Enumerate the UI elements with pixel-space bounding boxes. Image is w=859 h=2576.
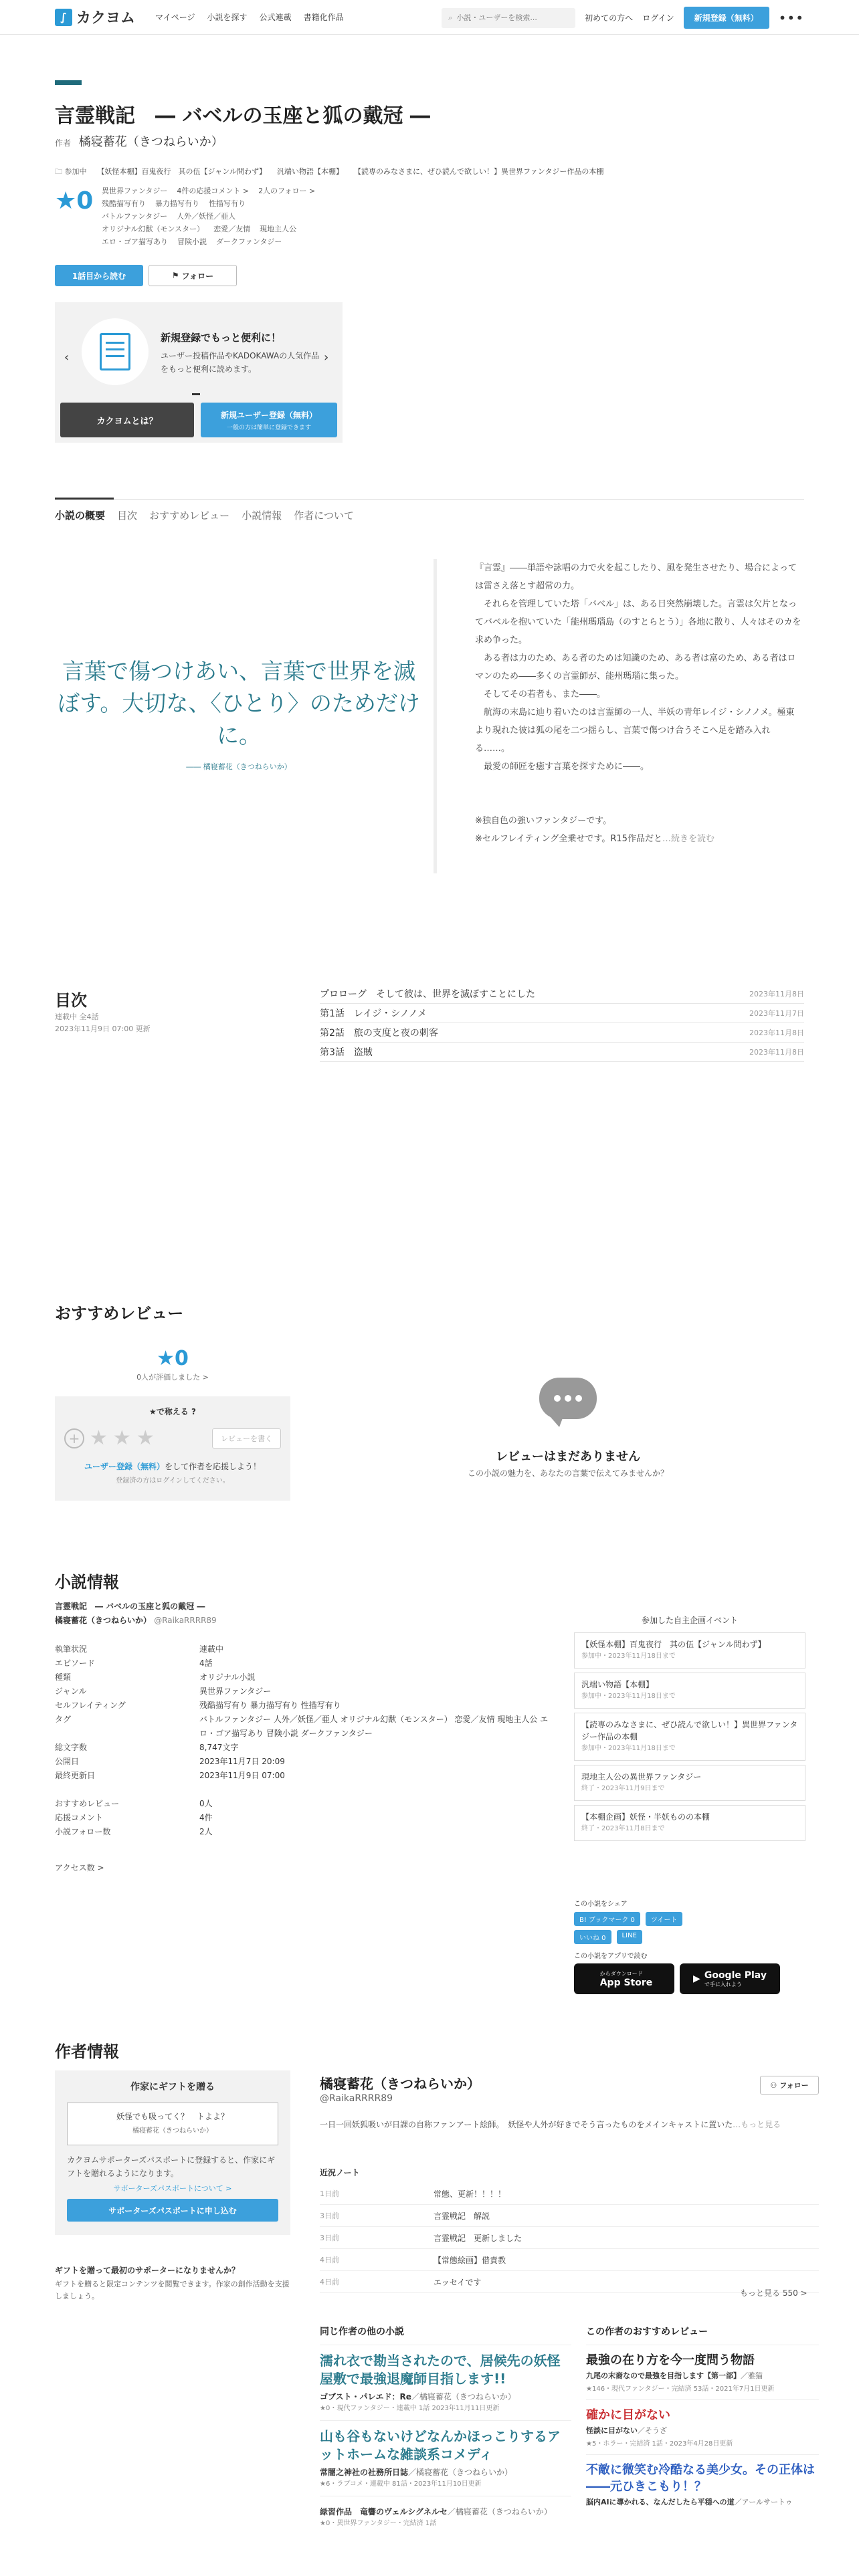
work-title[interactable]: 言霊戦記 ― バベルの玉座と狐の戴冠 ― [55,104,430,128]
recommended-reviews-heading: この作者のおすすめレビュー [586,2327,708,2337]
tab-novel-info[interactable]: 小説情報 [242,510,282,522]
tag-list [102,197,383,210]
episode-item[interactable]: 第2話 旅の支度と夜の刺客 2023年11月8日 [320,1023,804,1043]
info-table [55,1642,563,1839]
info-row: 公開日 2023年11月7日 20:09 [55,1757,285,1766]
first-time-link[interactable]: 初めての方へ [585,13,634,23]
info-row: セルフレイティング 残酷描写有り 暴力描写有り 性描写有り [55,1701,341,1710]
speech-bubble-icon [539,1378,597,1419]
login-cta[interactable]: 登録済の方はログインしてください。 [116,1477,229,1485]
info-row: タグ バトルファンタジー 人外／妖怪／亜人 オリジナル幻獣（モンスター） 恋愛／友情 現地主人公 エロ・ゴア描写あり 冒険小説 ダークファンタジー [55,1715,549,1738]
intro-paragraph: ※独自色の強いファンタジーです。 [475,816,612,826]
share-buttons [574,1930,682,1944]
intro-paragraph: 『言霊』――単語や詠唱の力で火を起こしたり、風を発生させたり、場合によっては雷さえ落とす超常の力。 [475,563,797,591]
recommended-review-item[interactable]: 確かに目がない 怪談に目がない／そうざ ★5・ホラー・完結済 1話・2023年4月28日更新 [586,2399,819,2454]
carousel-indicator[interactable] [192,393,200,395]
toc-status: 連載中 全4話 2023年11月9日 07:00 更新 [55,1012,151,1033]
login-link[interactable]: ログイン [642,13,674,23]
comments-link[interactable]: 4件の応援コメント > [177,187,250,195]
site-header [0,0,859,35]
info-author[interactable]: 橘寝蓄花（きつねらいか） @RaikaRRRR89 [55,1616,217,1625]
write-review-button[interactable]: レビューを書く [212,1428,281,1448]
info-row: 総文字数 8,747文字 [55,1743,239,1752]
recommended-review-item[interactable]: 最強の在り方を今一度問う物語 九尾の末裔なので最強を目指します【第一部】／雅猫 ★146・現代ファンタジー・完結済 53話・2021年7月1日更新 [586,2345,819,2399]
toc-heading: 目次 [55,991,87,1010]
user-plus-icon: ⚇ [770,2080,777,2090]
share-section [574,1898,682,1944]
note-item[interactable]: 1日前 常態、更新！！！！ [320,2183,819,2205]
event-link-1[interactable]: 【妖怪本棚】百鬼夜行 其の伍【ジャンル問わず】 [97,167,267,176]
followers-link[interactable]: 2人のフォロー > [258,187,316,195]
intro-paragraph: 最愛の師匠を癒す言葉を探すために――。 [475,762,650,772]
like-button[interactable]: いいね 0 [574,1930,611,1944]
title-accent [55,80,82,85]
review-star-count: ★0 [157,1347,189,1370]
logo-text: カクヨム [76,10,136,27]
info-row-spacer [55,1783,563,1797]
promo-prev-icon[interactable]: ‹ [64,350,70,364]
header-right [442,7,804,29]
joined-events-title: 参加した自主企画イベント [641,1616,738,1625]
event-card[interactable]: 【妖怪本棚】百鬼夜行 其の伍【ジャンル問わず】 参加中・2023年11月18日まで [574,1632,805,1669]
gift-message-box: 妖怪でも吸ってく？ トよよ？ 橘寝蓄花（きつねらいか） [67,2103,278,2145]
tag[interactable]: 恋愛／友情 [213,225,251,233]
catchphrase-author: ―― 橘寝蓄花（きつねらいか） [186,762,292,771]
read-more-link[interactable]: …続きを読む [662,834,714,844]
event-link-3[interactable]: 【読専のみなさまに、ぜひ読んで欲しい！】異世界ファンタジー作品の本棚 [354,167,604,176]
reviews-heading: おすすめレビュー [55,1304,184,1323]
more-menu-icon[interactable]: ••• [778,9,804,26]
register-button[interactable]: 新規登録（無料） [684,7,769,29]
joined-events [574,1614,805,1845]
episode-item[interactable]: 第3話 盗賊 2023年11月8日 [320,1043,804,1062]
intro-paragraph [475,776,803,812]
intro-paragraph: それらを管理していた塔「バベル」は、ある日突然崩壊した。言霊は欠片となってバベルを抱いていた「能州瑪瑙島（のすとらとう）」各地に散り、人々はそのカを求め争った。 [475,599,801,645]
tag[interactable]: オリジナル幻獣（モンスター） [102,225,205,233]
tag[interactable]: 残酷描写有り [102,199,146,208]
hatena-bookmark-button[interactable]: B! ブックマーク 0 [574,1912,640,1926]
intro-paragraph: ※セルフレイティング全乗せです。R15作品だと…続きを読む [475,834,714,844]
promo-register-label: 新規ユーザー登録（無料） [220,410,317,420]
intro-paragraph: 航海の末島に辿り着いたのは言霊師の一人、半妖の青年レイジ・シノノメ。極東より現れた彼は狐の尾を二つ揺らし、言葉で傷つけ合うそこへ足を踏み入れる……。 [475,708,795,754]
event-card[interactable]: 【本棚企画】妖怪・半妖ものの本棚 終了・2023年11月8日まで [574,1805,805,1841]
notes-heading: 近況ノート [320,2168,360,2177]
search-input[interactable] [456,13,563,22]
info-work-title[interactable]: 言霊戦記 ― バベルの玉座と狐の戴冠 ― [55,1602,205,1611]
share-buttons [574,1912,682,1926]
read-first-episode-button[interactable]: 1話目から読む [55,265,143,286]
app-store-button[interactable]: からダウンロード App Store [574,1963,674,1994]
other-work-item[interactable]: 山も谷もないけどなんかほっこりするアットホームな雑談系コメディ 常闇之神社の社務所日誌／橘寝蓄花（きつねらいか） ★6・ラブコメ・連載中 81話・2023年11月10日更新 [320,2420,571,2496]
bookmark-icon: ⚑ [171,271,179,280]
info-row: ジャンル 異世界ファンタジー [55,1687,272,1696]
info-work-header [55,1600,217,1628]
register-cta-link[interactable]: ユーザー登録（無料） [84,1462,165,1471]
work-star-count[interactable]: ★0 [55,187,94,215]
author-link[interactable]: 橘寝蓄花（きつねらいか） [78,135,223,149]
author-prefix: 作者 [55,138,72,148]
tag[interactable]: 人外／妖怪／亜人 [177,212,236,221]
info-row: おすすめレビュー 0人 [55,1799,213,1808]
recommended-review-item[interactable]: 不敵に微笑む冷酷なる美少女。その正体は――元ひきこもり！？ 脳内AIに導かれる、なんだしたら平穏への道／アールサートゥ [586,2454,819,2514]
share-title: この小説をシェア [574,1901,628,1908]
work-meta [102,185,383,248]
info-row: エピソード 4話 [55,1658,213,1668]
line-button[interactable]: LINE [617,1930,642,1944]
about-kakuyomu-button[interactable]: カクヨムとは？ [60,403,194,437]
logo-mark-icon: ∫ [55,9,72,26]
other-work-item[interactable]: 緑習作品 竜響のヴェルシグネルセ／橘寝蓄花（きつねらいか） ★0・異世界ファンタジー・完結済 1話 [320,2496,571,2535]
nav-books[interactable]: 書籍化作品 [303,13,344,22]
review-summary [55,1343,290,1501]
event-card[interactable]: 汎端い物語【本棚】 参加中・2023年11月18日まで [574,1673,805,1709]
tab-toc[interactable]: 目次 [117,510,138,522]
star-icon[interactable]: ★ [136,1426,155,1450]
nav-search-novels[interactable]: 小説を探す [207,13,248,22]
google-play-button[interactable]: ▶ Google Play で手に入れよう [680,1963,780,1994]
tag-list [102,223,383,235]
tag-list [102,235,383,248]
tag[interactable]: 現地主人公 [260,225,297,233]
promo-title: 新規登録でもっと便利に！ [161,332,282,344]
global-nav [155,11,344,23]
work-tabs [55,508,354,522]
info-row: 最終更新日 2023年11月9日 07:00 [55,1771,285,1780]
star-icon[interactable]: ★ [90,1426,108,1450]
other-works-list [320,2345,571,2535]
search-box[interactable] [442,8,575,28]
follow-work-button[interactable] [149,265,237,286]
site-logo[interactable] [55,7,135,27]
no-reviews-title: レビューはまだありません [496,1450,640,1464]
promo-next-icon[interactable]: › [324,350,329,364]
other-work-item[interactable]: 濡れ衣で勘当されたので、居候先の妖怪屋敷で最強退魔師目指します!! ゴブスト・パレエド：Re／橘寝蓄花（きつねらいか） ★0・現代ファンタジー・連載中 1話 2023年11月11日更新 [320,2345,571,2420]
gift-panel [55,2070,290,2235]
promo-register-sub: 一般の方は簡単に登録できます [226,424,311,431]
events-label: 🗀 参加中 [55,167,87,176]
tag[interactable]: 暴力描写有り [155,199,199,208]
signup-promo [55,302,343,443]
help-icon[interactable]: ? [191,1407,196,1416]
no-reviews-subtitle: この小説の魅力を、あなたの言葉で伝えてみませんか？ [467,1469,668,1478]
tag[interactable]: ダークファンタジー [216,237,282,246]
tag[interactable]: バトルファンタジー [102,212,168,221]
event-card[interactable]: 現地主人公の異世界ファンタジー 終了・2023年11月9日まで [574,1765,805,1801]
episode-item[interactable]: プロローグ そして彼は、世界を滅ぼすことにした 2023年11月8日 [320,984,804,1004]
play-icon: ▶ [693,1973,700,1984]
nav-official[interactable]: 公式連載 [259,13,292,22]
promo-register-button[interactable] [201,403,337,437]
gift-faq: ギフトを贈って最初のサポーターになりませんか？ ギフトを贈ると限定コンテンツを閲覧できます。作家の創作活動を支援しましょう。 [55,2266,290,2300]
work-author [55,132,223,150]
info-row: 執筆状況 連載中 [55,1644,224,1654]
tag[interactable]: 冒険小説 [177,237,207,246]
tag[interactable]: 性描写有り [209,199,246,208]
follow-label: フォロー [181,271,214,281]
intro-paragraph: ある者は力のため、ある者のためは知識のため、ある者は富のため、ある者はロマンのため――多くの言霊師が、能州瑪瑙に集った。 [475,653,796,681]
notes-list [320,2183,819,2293]
author-intro: 一日一回妖狐吸いが日課の自称ファンアート絵師。 妖怪や人外が好きでそう言ったものをメインキャストに置いた…もっと見る [320,2120,781,2129]
document-illustration-icon [82,318,149,385]
star-icon[interactable]: ★ [112,1426,131,1450]
introduction [475,559,803,848]
novel-info-heading: 小説情報 [55,1573,119,1592]
follow-author-button[interactable]: ⚇ フォロー [760,2076,819,2095]
other-works-heading: 同じ作者の他の小説 [320,2327,404,2337]
note-item[interactable]: 4日前 【常態絵画】借責教 [320,2249,819,2271]
search-icon: ⌕ [448,13,453,22]
tab-overview[interactable]: 小説の概要 [55,510,106,522]
plus-icon[interactable]: + [64,1428,84,1448]
tab-about-author[interactable]: 作者について [294,510,354,522]
info-row: 種類 オリジナル小説 [55,1673,256,1682]
author-id: @RaikaRRRR89 [320,2093,393,2104]
apply-passport-button[interactable]: サポーターズパスポートに申し込む [67,2199,278,2222]
review-raters-link[interactable]: 0人が評価しました > [136,1373,209,1382]
tag-list [102,210,383,223]
access-count-link[interactable]: アクセス数 > [55,1863,104,1872]
intro-divider [434,559,437,873]
nav-mypage[interactable]: マイページ [155,13,195,22]
rate-box [55,1396,290,1501]
recommended-reviews-list [586,2345,819,2514]
note-item[interactable]: 4日前 エッセイです [320,2271,819,2293]
gift-text: カクヨムサポーターズパスポートに登録すると、作家にギフトを贈れるようになります。 [67,2155,276,2178]
register-cta: ユーザー登録（無料）をして作者を応援しよう！ [84,1462,262,1471]
episode-item[interactable]: 第1話 レイジ・シノノメ 2023年11月7日 [320,1004,804,1023]
genre-link[interactable]: 異世界ファンタジー [102,187,168,195]
note-item[interactable]: 3日前 言霊戦記 解説 [320,2205,819,2227]
info-row: 小説フォロー数 2人 [55,1827,213,1836]
rating-row [64,1426,281,1450]
author-intro-more[interactable]: …もっと見る [733,2120,781,2129]
author-name[interactable]: 橘寝蓄花（きつねらいか） [320,2076,480,2092]
author-info-heading: 作者情報 [55,2042,119,2061]
tab-divider [55,499,804,500]
tweet-button[interactable]: ツイート [646,1912,683,1926]
events-line [55,166,603,179]
app-buttons [574,1963,780,1994]
notes-more-link[interactable]: もっと見る 550 > [740,2288,807,2298]
app-title: この小説をアプリで読む [574,1953,648,1960]
passport-link[interactable]: サポーターズパスポートについて > [113,2184,232,2193]
intro-paragraph: そしてその若者も、また――。 [475,689,606,700]
gift-title: 作家にギフトを贈る [130,2082,215,2092]
tag[interactable]: エロ・ゴア描写あり [102,237,168,246]
rate-label: ★で称える ? [149,1407,196,1416]
event-link-2[interactable]: 汎端い物語【本棚】 [277,167,344,176]
episode-list [320,984,804,1062]
info-row: 応援コメント 4件 [55,1813,213,1822]
note-item[interactable]: 3日前 言霊戦記 更新しました [320,2227,819,2249]
tab-reviews[interactable]: おすすめレビュー [149,510,230,522]
catchphrase: 言葉で傷つけあい、言葉で世界を滅ぼす。大切な、〈ひとり〉のためだけに。 [58,658,420,748]
promo-text: ユーザー投稿作品やKADOKAWAの人気作品をもっと便利に読めます。 [161,351,320,374]
event-card[interactable]: 【読専のみなさまに、ぜひ読んで欲しい！】異世界ファンタジー作品の本棚 参加中・2023年11月18日まで [574,1713,805,1761]
